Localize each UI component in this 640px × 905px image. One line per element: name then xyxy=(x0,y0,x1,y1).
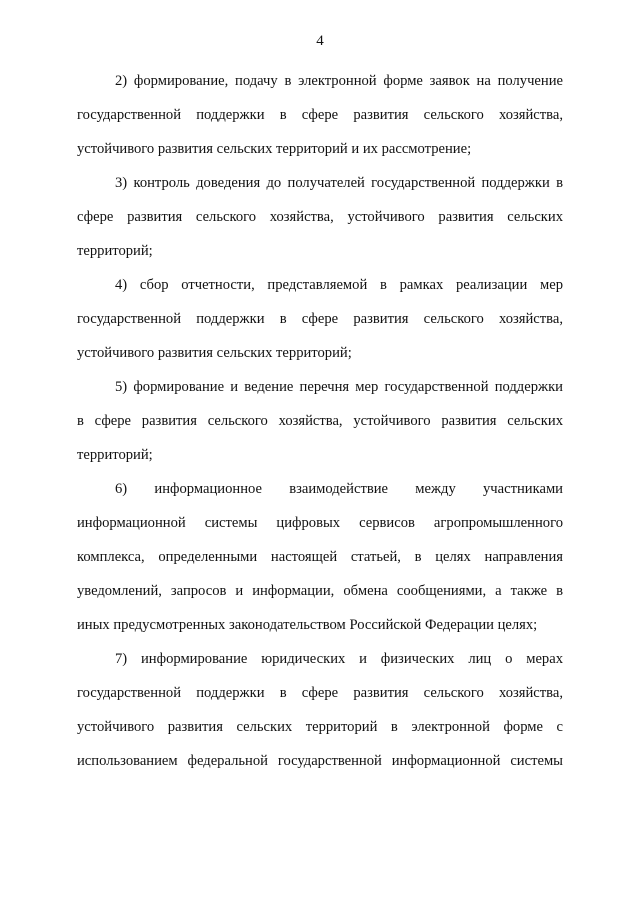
paragraph-line: устойчивого развития сельских территорий в электронной форме с xyxy=(77,719,563,735)
paragraph-line: 5) формирование и ведение перечня мер государственной поддержки xyxy=(115,379,563,395)
paragraph-line: в сфере развития сельского хозяйства, устойчивого развития сельских xyxy=(77,413,563,429)
paragraph-item-5 xyxy=(77,370,563,472)
paragraph-line: устойчивого развития сельских территорий; xyxy=(77,345,352,361)
page-number: 4 xyxy=(316,33,324,49)
paragraph-line: устойчивого развития сельских территорий и их рассмотрение; xyxy=(77,141,472,157)
paragraph-item-6 xyxy=(77,472,563,642)
paragraph-item-2 xyxy=(77,64,563,166)
paragraph-line: уведомлений, запросов и информации, обмена сообщениями, а также в xyxy=(77,583,563,599)
paragraph-line: 2) формирование, подачу в электронной форме заявок на получение xyxy=(115,73,563,89)
paragraph-line: комплекса, определенными настоящей статьей, в целях направления xyxy=(77,549,563,565)
paragraph-line: государственной поддержки в сфере развития сельского хозяйства, xyxy=(77,107,563,123)
paragraph-line: использованием федеральной государственной информационной системы xyxy=(77,753,563,769)
paragraph-item-4 xyxy=(77,268,563,370)
paragraph-item-7 xyxy=(77,642,563,778)
paragraph-item-3 xyxy=(77,166,563,268)
document-body xyxy=(77,64,563,778)
paragraph-line: сфере развития сельского хозяйства, устойчивого развития сельских xyxy=(77,209,563,225)
paragraph-line: 7) информирование юридических и физических лиц о мерах xyxy=(115,651,563,667)
paragraph-line: территорий; xyxy=(77,243,153,259)
paragraph-line: 6) информационное взаимодействие между участниками xyxy=(115,481,563,497)
paragraph-line: иных предусмотренных законодательством Российской Федерации целях; xyxy=(77,617,538,633)
paragraph-line: информационной системы цифровых сервисов агропромышленного xyxy=(77,515,563,531)
paragraph-line: 4) сбор отчетности, представляемой в рамках реализации мер xyxy=(115,277,563,293)
paragraph-line: государственной поддержки в сфере развития сельского хозяйства, xyxy=(77,685,563,701)
paragraph-line: территорий; xyxy=(77,447,153,463)
paragraph-line: 3) контроль доведения до получателей государственной поддержки в xyxy=(115,175,563,191)
paragraph-line: государственной поддержки в сфере развития сельского хозяйства, xyxy=(77,311,563,327)
